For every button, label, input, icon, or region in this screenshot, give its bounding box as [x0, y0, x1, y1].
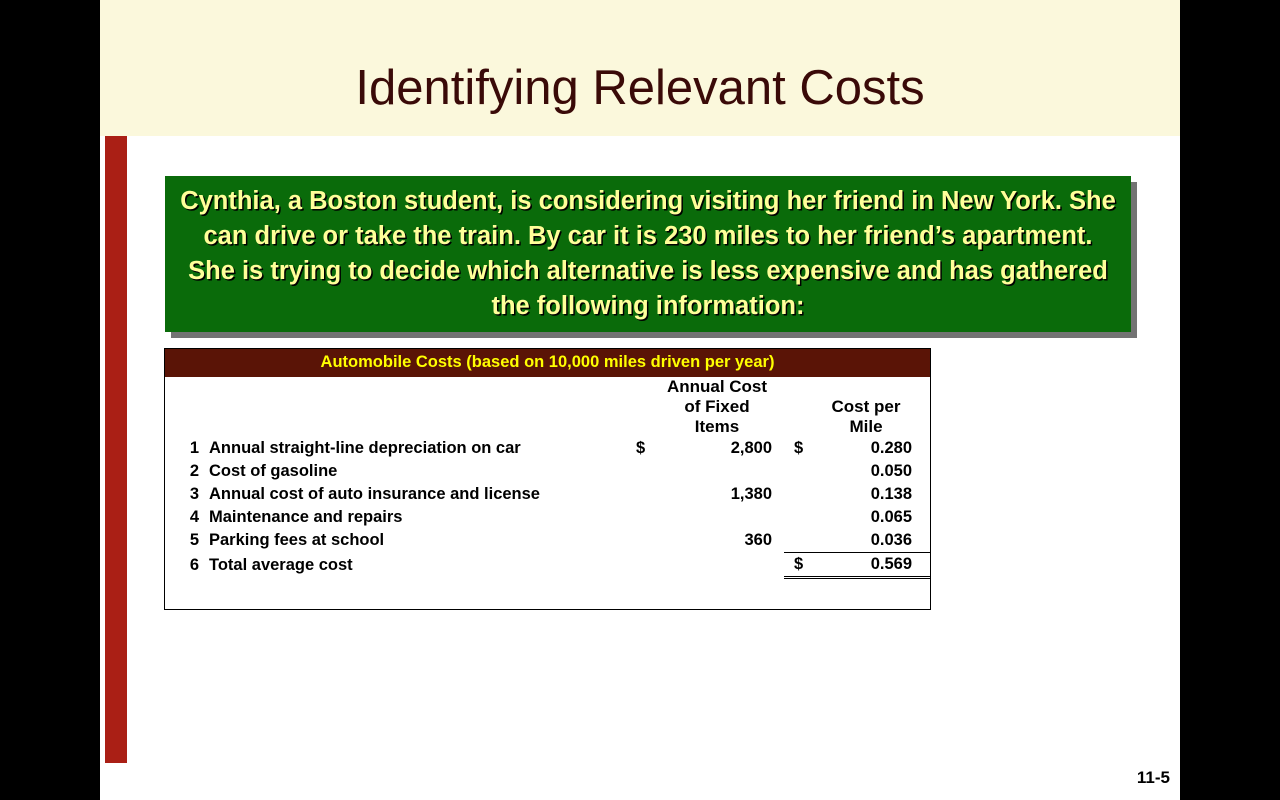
spacer-cell — [209, 578, 628, 610]
table-row — [165, 529, 930, 553]
table-total-row — [165, 553, 930, 578]
row-number: 5 — [189, 531, 199, 550]
row-permile-value: 0.280 — [870, 439, 912, 457]
row-annual-value — [662, 460, 784, 483]
spacer-cell — [165, 578, 209, 610]
row-permile-dollar — [784, 529, 820, 553]
row-permile-value: 0.050 — [870, 462, 912, 480]
table-row — [165, 506, 930, 529]
row-description: Maintenance and repairs — [209, 508, 403, 526]
row-permile-value: 0.036 — [870, 531, 912, 549]
row-description: Annual straight-line depreciation on car — [209, 439, 521, 457]
table-row — [165, 460, 930, 483]
row-description: Annual cost of auto insurance and license — [209, 485, 540, 503]
row-annual-dollar — [628, 506, 662, 529]
row-permile-value: 0.138 — [870, 485, 912, 503]
slide-number: 11-5 — [1136, 768, 1170, 787]
row-number: 3 — [189, 485, 199, 503]
header-annual-cost-line1: Annual Cost — [666, 377, 768, 396]
row-annual-value: 2,800 — [730, 439, 772, 457]
row-annual-dollar — [628, 529, 662, 553]
left-accent-bar — [105, 136, 127, 763]
row-annual-dollar — [628, 483, 662, 506]
row-number: 6 — [189, 555, 199, 574]
table-bottom-spacer — [165, 578, 930, 610]
header-blank-dollar1 — [628, 377, 662, 437]
header-blank-desc — [209, 377, 628, 437]
row-description: Parking fees at school — [209, 531, 385, 550]
row-annual-dollar: $ — [636, 439, 646, 457]
row-permile-dollar — [784, 460, 820, 483]
scenario-callout — [165, 176, 1131, 332]
row-annual-value — [662, 506, 784, 529]
table-title: Automobile Costs (based on 10,000 miles driven per year) — [165, 349, 930, 377]
scenario-text: Cynthia, a Boston student, is considering visiting her friend in New York. She can drive or take the train. By car it is 230 miles to her friend’s apartment. She is trying to decide which alternative is less expensive and has gathered the following information: — [180, 187, 1116, 320]
slide — [100, 0, 1180, 800]
title-band — [100, 0, 1180, 136]
row-number: 2 — [189, 462, 199, 480]
automobile-costs-table — [164, 348, 931, 610]
spacer-cell — [662, 578, 784, 610]
row-annual-value: 360 — [744, 531, 772, 550]
table-row — [165, 483, 930, 506]
row-number: 4 — [189, 508, 199, 526]
row-annual-value — [662, 553, 784, 578]
row-annual-dollar — [628, 460, 662, 483]
page-title: Identifying Relevant Costs — [355, 61, 925, 115]
spacer-cell — [628, 578, 662, 610]
row-number: 1 — [189, 439, 199, 457]
header-cost-per-mile — [820, 377, 930, 437]
spacer-cell — [784, 578, 820, 610]
spacer-cell — [820, 578, 930, 610]
table-row — [165, 437, 930, 460]
row-annual-dollar — [628, 553, 662, 578]
row-description: Total average cost — [209, 555, 353, 574]
header-blank-num — [165, 377, 209, 437]
row-permile-dollar: $ — [784, 553, 820, 578]
row-permile-dollar — [784, 506, 820, 529]
header-annual-cost — [662, 377, 784, 437]
header-blank-dollar2 — [784, 377, 820, 437]
row-permile-value: 0.569 — [820, 553, 930, 578]
table-header-row — [165, 377, 930, 437]
header-cost-per-mile-line2: Mile — [849, 417, 883, 436]
header-cost-per-mile-line1: Cost per — [831, 397, 901, 416]
row-permile-dollar: $ — [794, 439, 804, 457]
row-permile-dollar — [784, 483, 820, 506]
header-annual-cost-line2: of Fixed Items — [684, 397, 750, 436]
row-annual-value: 1,380 — [730, 485, 772, 503]
row-description: Cost of gasoline — [209, 462, 338, 480]
row-permile-value: 0.065 — [870, 508, 912, 526]
